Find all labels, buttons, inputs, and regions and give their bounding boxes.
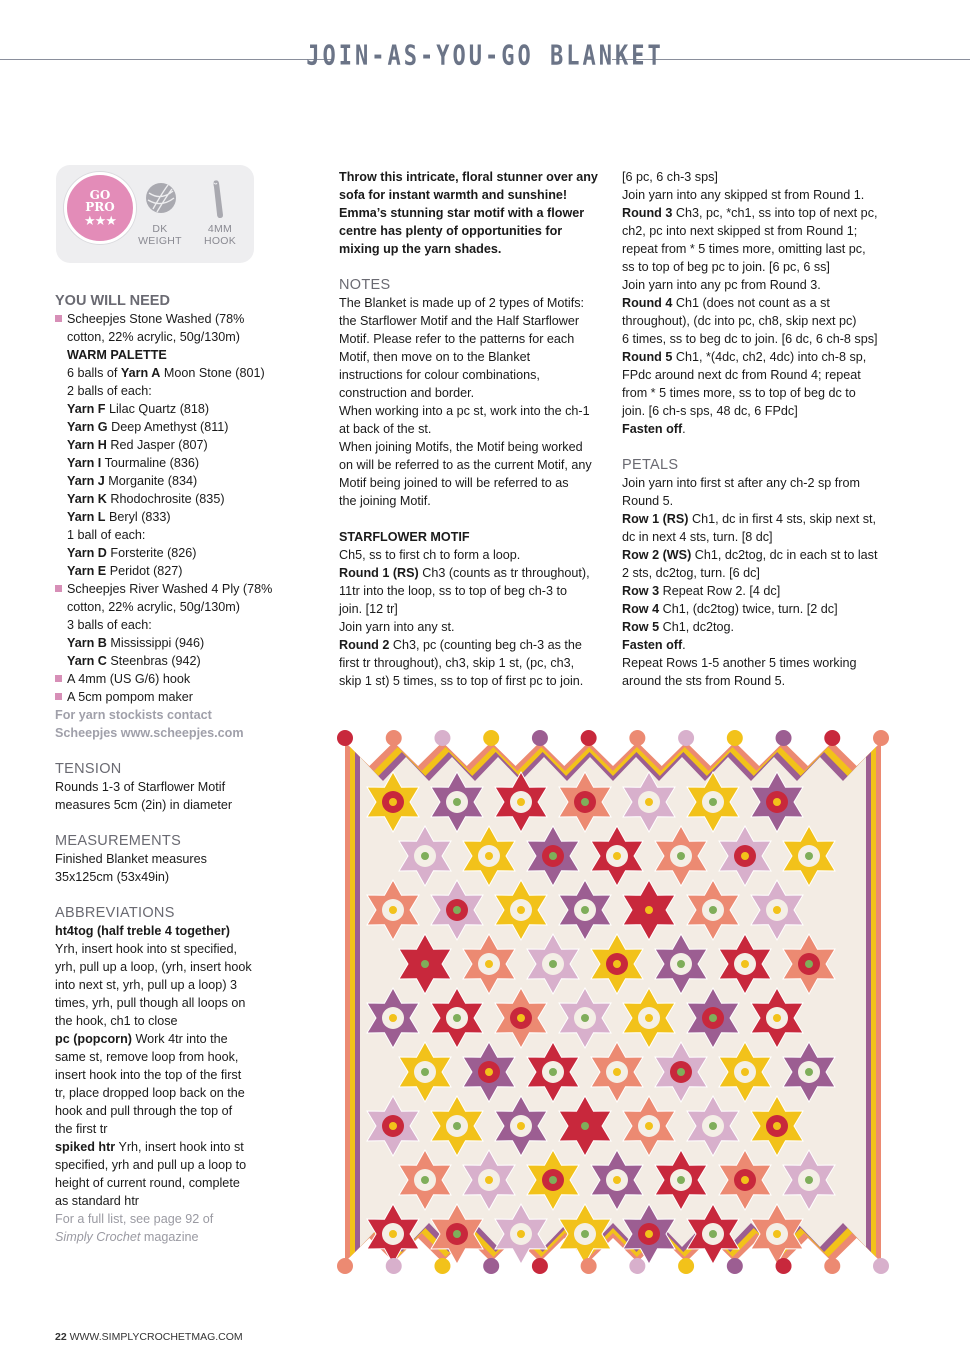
intro-l3-text: Emma’s stunning star motif with a flower — [339, 206, 585, 220]
flower-eye — [741, 1176, 749, 1184]
row5-l1: Ch1, dc2tog. — [659, 620, 735, 634]
row3-line — [622, 582, 892, 600]
row4-line — [622, 600, 892, 618]
yarn-j-name: Yarn J — [67, 474, 105, 488]
yarn-b-name: Yarn B — [67, 636, 107, 650]
intro-l5 — [339, 240, 609, 258]
flower-eye — [453, 906, 461, 914]
yarn-k — [55, 490, 275, 508]
flower-eye — [421, 852, 429, 860]
hook-label — [194, 223, 246, 247]
flower-eye — [805, 1176, 813, 1184]
yarn-g-name: Yarn G — [67, 420, 108, 434]
flower-eye — [677, 852, 685, 860]
badge-stars: ★★★ — [84, 213, 116, 228]
row3-l1: Repeat Row 2. [4 dc] — [659, 584, 781, 598]
go-pro-badge — [64, 172, 136, 244]
row2-l1: Ch1, dc2tog, dc in each st to last — [691, 548, 878, 562]
yarn1-line2: cotton, 22% acrylic, 50g/130m) — [67, 330, 240, 344]
stockists-line2: Scheepjes www.scheepjes.com — [55, 726, 244, 740]
spiked-l1: Yrh, insert hook into st — [115, 1140, 244, 1154]
round5-label: Round 5 — [622, 350, 673, 364]
yarn-c-post: Steenbras (942) — [106, 654, 201, 668]
tension-line2: measures 5cm (2in) in diameter — [55, 798, 233, 812]
stockists-line1: For yarn stockists contact — [55, 708, 212, 722]
notes-p3-l1: When joining Motifs, the Motif being worked — [339, 440, 583, 454]
flower-eye — [581, 1014, 589, 1022]
weight-label-1: DK — [152, 223, 168, 235]
petals-heading: PETALS — [622, 457, 679, 473]
flower-eye — [453, 1230, 461, 1238]
round2-label: Round 2 — [339, 638, 390, 652]
flower-eye — [549, 1068, 557, 1076]
intro-l4-text: centre has plenty of opportunities for — [339, 224, 563, 238]
row2-label: Row 2 (WS) — [622, 548, 692, 562]
ht4tog-l1: Yrh, insert hook into st specified, — [55, 942, 238, 956]
flower-eye — [645, 1014, 653, 1022]
intro-l1-text: Throw this intricate, floral stunner over any — [339, 170, 598, 184]
badge-line1: GO — [89, 188, 111, 202]
magazine-name: Simply Crochet — [55, 1230, 141, 1244]
round3-l5: Join yarn into any pc from Round 3. — [622, 278, 821, 292]
measurements-line1: Finished Blanket measures — [55, 852, 207, 866]
round4-label: Round 4 — [622, 296, 673, 310]
yarn-l-name: Yarn L — [67, 510, 106, 524]
yarn-g-post: Deep Amethyst (811) — [107, 420, 229, 434]
weight-label — [134, 223, 186, 247]
round5-l2: FPdc around next dc from Round 4; repeat — [622, 368, 861, 382]
flower-eye — [677, 1176, 685, 1184]
flower-eye — [389, 1014, 397, 1022]
yarn-a-post: Moon Stone (801) — [160, 366, 265, 380]
pompom — [337, 1258, 353, 1274]
ht4tog-term-text: ht4tog (half treble 4 together) — [55, 924, 230, 938]
round5-l1: Ch1, *(4dc, ch2, 4dc) into ch-8 sp, — [672, 350, 867, 364]
ht4tog-l2: yrh, pull up a loop, (yrh, insert hook — [55, 960, 252, 974]
c3-l2: Join yarn into any skipped st from Round 1. — [622, 188, 865, 202]
pompom — [386, 730, 402, 746]
fasten-off-1: Fasten off. — [622, 422, 686, 436]
pompom — [386, 1258, 402, 1274]
yarn-h — [55, 436, 275, 454]
flower-eye — [709, 1014, 717, 1022]
full-list-l1: For a full list, see page 92 of — [55, 1212, 214, 1226]
round5-l3: from * 5 times more, ss to top of beg dc to — [622, 386, 856, 400]
full-list-tail: magazine — [140, 1230, 199, 1244]
flower-eye — [421, 1176, 429, 1184]
round3-l2: ch2, pc into next skipped st from Round 1; — [622, 224, 858, 238]
flower-eye — [517, 1122, 525, 1130]
left-column — [55, 292, 275, 1246]
flower-eye — [677, 960, 685, 968]
notes-p3-l4: the joining Motif. — [339, 494, 431, 508]
flower-eye — [581, 798, 589, 806]
pompom — [581, 1258, 597, 1274]
round1-label: Round 1 (RS) — [339, 566, 419, 580]
notes-p3-l3: Motif being joined to will be referred to as — [339, 476, 569, 490]
pompom — [678, 730, 694, 746]
yarn-c — [55, 652, 275, 670]
one-ball: 1 ball of each: — [67, 528, 146, 542]
ht4tog-term — [55, 922, 275, 940]
repeat-l2: around the sts from Round 5. — [622, 674, 786, 688]
yarn-d-name: Yarn D — [67, 546, 107, 560]
page-number: 22 — [55, 1331, 67, 1343]
pompom — [581, 730, 597, 746]
flower-eye — [709, 798, 717, 806]
flower-eye — [581, 906, 589, 914]
pompom-item: A 5cm pompom maker — [55, 688, 275, 706]
yarn-a — [55, 364, 275, 382]
repeat-l1: Repeat Rows 1-5 another 5 times working — [622, 656, 857, 670]
flower-eye — [549, 852, 557, 860]
fasten-off-2: Fasten off. — [622, 638, 686, 652]
flower-eye — [549, 1176, 557, 1184]
flower-eye — [421, 960, 429, 968]
notes-p1-l1: The Blanket is made up of 2 types of Motifs: — [339, 296, 585, 310]
flower-eye — [645, 1122, 653, 1130]
intro-l2-text: sofa for instant warmth and sunshine! — [339, 188, 568, 202]
flower-eye — [581, 1122, 589, 1130]
yarn-b-post: Mississippi (946) — [106, 636, 205, 650]
intro-l4 — [339, 222, 609, 240]
tension-line1: Rounds 1-3 of Starflower Motif — [55, 780, 226, 794]
notes-p1-l5: instructions for colour combinations, — [339, 368, 540, 382]
intro-l2 — [339, 186, 609, 204]
flower-eye — [453, 798, 461, 806]
round5-l4: join. [6 ch-s sps, 48 dc, 6 FPdc] — [622, 404, 798, 418]
you-will-need-heading: YOU WILL NEED — [55, 293, 170, 309]
intro-l3 — [339, 204, 609, 222]
notes-p1-l2: the Starflower Motif and the Half Starflower — [339, 314, 580, 328]
flower-eye — [389, 1230, 397, 1238]
spiked-l3: height of current round, complete — [55, 1176, 240, 1190]
pompom — [824, 1258, 840, 1274]
yarn-l — [55, 508, 275, 526]
flower-eye — [773, 1122, 781, 1130]
page-footer — [55, 1331, 243, 1343]
yarn-e-post: Peridot (827) — [106, 564, 183, 578]
yarn2-line1: Scheepjes River Washed 4 Ply (78% — [55, 580, 275, 598]
notes-heading: NOTES — [339, 277, 391, 293]
flower-eye — [709, 1122, 717, 1130]
flower-eye — [389, 798, 397, 806]
notes-p2-l2: at back of the st. — [339, 422, 432, 436]
yarn1-line1: Scheepjes Stone Washed (78% — [55, 310, 275, 328]
flower-eye — [517, 1014, 525, 1022]
blanket-photo — [333, 722, 893, 1282]
intro-l5-text: mixing up the yarn shades. — [339, 242, 502, 256]
pc-term-text: pc (popcorn) — [55, 1032, 132, 1046]
round4-l2: throughout), (dc into pc, ch8, skip next pc) — [622, 314, 857, 328]
petals-l1: Join yarn into first st after any ch-2 sp from — [622, 476, 860, 490]
weight-label-2: WEIGHT — [138, 235, 182, 247]
intro-l1 — [339, 168, 609, 186]
yarn-d-post: Forsterite (826) — [106, 546, 197, 560]
pompom — [873, 730, 889, 746]
pompom — [483, 730, 499, 746]
flower-eye — [485, 960, 493, 968]
round3-l3: repeat from * 5 times more, omitting last pc, — [622, 242, 866, 256]
row5-line — [622, 618, 892, 636]
spiked-term-text: spiked htr — [55, 1140, 116, 1154]
measurements-heading: MEASUREMENTS — [55, 833, 182, 849]
round3-l4: ss to top of beg pc to join. [6 pc, 6 ss] — [622, 260, 830, 274]
yarn-l-post: Beryl (833) — [105, 510, 171, 524]
notes-p1-l4: Motif, then move on to the Blanket — [339, 350, 531, 364]
c3-l1: [6 pc, 6 ch-3 sps] — [622, 170, 718, 184]
pc-l4: tr, place dropped loop back on the — [55, 1086, 245, 1100]
pompom — [434, 1258, 450, 1274]
yarn-k-name: Yarn K — [67, 492, 107, 506]
flower-eye — [613, 960, 621, 968]
hook-item: A 4mm (US G/6) hook — [55, 670, 275, 688]
round1-line1 — [339, 564, 609, 582]
round3-l1: Ch3, pc, *ch1, ss into top of next pc, — [672, 206, 878, 220]
round2-l2: first tr throughout), ch3, skip 1 st, (pc, ch3, — [339, 656, 575, 670]
round5-line1 — [622, 348, 892, 366]
yarn-f-name: Yarn F — [67, 402, 106, 416]
yarn-e-name: Yarn E — [67, 564, 107, 578]
flower-eye — [773, 798, 781, 806]
starflower-l0: Ch5, ss to first ch to form a loop. — [339, 548, 521, 562]
flower-eye — [613, 852, 621, 860]
hook-label-2: HOOK — [203, 235, 237, 247]
spiked-l2: specified, yrh and pull up a loop to — [55, 1158, 247, 1172]
flower-eye — [741, 960, 749, 968]
palette-text: WARM PALETTE — [67, 348, 167, 362]
pompom — [873, 1258, 889, 1274]
pompom — [434, 730, 450, 746]
flower-eye — [709, 906, 717, 914]
flower-eye — [741, 852, 749, 860]
pc-term — [55, 1030, 275, 1048]
flower-eye — [549, 960, 557, 968]
pompom — [629, 1258, 645, 1274]
yarn-b — [55, 634, 275, 652]
flower-eye — [773, 1014, 781, 1022]
join-any: Join yarn into any st. — [339, 620, 455, 634]
yarn-c-name: Yarn C — [67, 654, 107, 668]
row1-l1: Ch1, dc in first 4 sts, skip next st, — [688, 512, 877, 526]
crochet-hook-icon — [210, 179, 226, 219]
hook-label-1: 4MM — [207, 223, 233, 235]
pompom — [483, 1258, 499, 1274]
pompom — [727, 1258, 743, 1274]
flower-eye — [645, 906, 653, 914]
two-balls: 2 balls of each: — [67, 384, 152, 398]
yarn-k-post: Rhodochrosite (835) — [106, 492, 225, 506]
pompom — [532, 1258, 548, 1274]
footer-url: WWW.SIMPLYCROCHETMAG.COM — [66, 1331, 243, 1343]
yarn-j — [55, 472, 275, 490]
yarn-f-post: Lilac Quartz (818) — [105, 402, 210, 416]
measurements-line2: 35x125cm (53x49in) — [55, 870, 170, 884]
tension-heading: TENSION — [55, 761, 122, 777]
flower-eye — [581, 1230, 589, 1238]
flower-eye — [805, 852, 813, 860]
row5-label: Row 5 — [622, 620, 660, 634]
flower-eye — [645, 1230, 653, 1238]
flower-eye — [421, 1068, 429, 1076]
row1-label: Row 1 (RS) — [622, 512, 689, 526]
flower-eye — [613, 1176, 621, 1184]
right-column — [622, 168, 892, 690]
starflower-heading — [339, 528, 609, 546]
round4-l3: 6 times, ss to beg dc to join. [6 dc, 6 ch-8 sps] — [622, 332, 878, 346]
badge-line2: PRO — [85, 200, 115, 214]
row4-label: Row 4 — [622, 602, 660, 616]
yarn-i — [55, 454, 275, 472]
petals-l2: Round 5. — [622, 494, 674, 508]
flower-eye — [709, 1230, 717, 1238]
spiked-term — [55, 1138, 275, 1156]
abbreviations-heading: ABBREVIATIONS — [55, 905, 175, 921]
row4-l1: Ch1, (dc2tog) twice, turn. [2 dc] — [659, 602, 838, 616]
pompom — [532, 730, 548, 746]
flower-eye — [453, 1122, 461, 1130]
flower-eye — [389, 906, 397, 914]
starflower-heading-text: STARFLOWER MOTIF — [339, 530, 470, 544]
pompom — [678, 1258, 694, 1274]
yarn-f — [55, 400, 275, 418]
round4-l1: Ch1 (does not count as a st — [672, 296, 830, 310]
round2-l3: skip 1 st) 5 times, ss to top of first pc to join. — [339, 674, 584, 688]
row3-label: Row 3 — [622, 584, 660, 598]
pompom — [337, 730, 353, 746]
round1-l1: Ch3 (counts as tr throughout), — [418, 566, 590, 580]
pompom — [776, 730, 792, 746]
pc-l1: Work 4tr into the — [131, 1032, 228, 1046]
palette-label — [55, 346, 275, 364]
yarn-a-pre: 6 balls of — [67, 366, 121, 380]
flower-eye — [773, 1230, 781, 1238]
row2-l2: 2 sts, dc2tog, turn. [6 dc] — [622, 566, 760, 580]
pompom — [629, 730, 645, 746]
flower-eye — [741, 1068, 749, 1076]
yarn-a-name: Yarn A — [120, 366, 161, 380]
skill-panel — [56, 165, 254, 263]
pc-l5: hook and pull through the top of — [55, 1104, 233, 1118]
flower-eye — [805, 1068, 813, 1076]
pompom — [824, 730, 840, 746]
flower-eye — [485, 1068, 493, 1076]
fasten-off-2-text: Fasten off — [622, 638, 683, 652]
row1-l2: dc in next 4 sts, turn. [8 dc] — [622, 530, 773, 544]
full-list-l2 — [55, 1228, 275, 1246]
round1-l2: 11tr into the loop, ss to top of beg ch-3 to — [339, 584, 567, 598]
pompom — [727, 730, 743, 746]
flower-eye — [517, 798, 525, 806]
spiked-l4: as standard htr — [55, 1194, 140, 1208]
flower-eye — [389, 1122, 397, 1130]
round2-line1 — [339, 636, 609, 654]
flower-eye — [485, 1176, 493, 1184]
yarn-i-name: Yarn I — [67, 456, 102, 470]
flower-eye — [805, 960, 813, 968]
notes-p1-l3: Motif. Please refer to the patterns for each — [339, 332, 575, 346]
round1-l3: join. [12 tr] — [339, 602, 398, 616]
three-balls: 3 balls of each: — [67, 618, 152, 632]
yarn-g — [55, 418, 275, 436]
flower-eye — [485, 852, 493, 860]
pc-l3: insert hook into the top of the first — [55, 1068, 242, 1082]
yarn-e — [55, 562, 275, 580]
pompom — [776, 1258, 792, 1274]
ht4tog-l5: the hook, ch1 to close — [55, 1014, 178, 1028]
ht4tog-l4: times, yrh, pull though all loops on — [55, 996, 246, 1010]
middle-column — [339, 168, 609, 690]
round4-line1 — [622, 294, 892, 312]
flower-eye — [677, 1068, 685, 1076]
flower-eye — [517, 906, 525, 914]
yarn2-line2: cotton, 22% acrylic, 50g/130m) — [67, 600, 240, 614]
ht4tog-l3: into next st, yrh, pull up a loop) 3 — [55, 978, 238, 992]
yarn-i-post: Tourmaline (836) — [101, 456, 200, 470]
yarn-d — [55, 544, 275, 562]
row2-line1 — [622, 546, 892, 564]
flower-eye — [773, 906, 781, 914]
yarn-h-post: Red Jasper (807) — [106, 438, 208, 452]
notes-p2-l1: When working into a pc st, work into the ch-1 — [339, 404, 590, 418]
round3-label: Round 3 — [622, 206, 673, 220]
flower-eye — [613, 1068, 621, 1076]
flower-eye — [517, 1230, 525, 1238]
yarn-h-name: Yarn H — [67, 438, 107, 452]
flower-eye — [645, 798, 653, 806]
page-title: JOIN-AS-YOU-GO BLANKET — [306, 40, 664, 73]
yarn-ball-icon — [144, 181, 178, 215]
notes-p1-l6: construction and border. — [339, 386, 475, 400]
fasten-off-1-text: Fasten off — [622, 422, 683, 436]
yarn-j-post: Morganite (834) — [104, 474, 198, 488]
round2-l1: Ch3, pc (counting beg ch-3 as the — [389, 638, 582, 652]
flower-eye — [453, 1014, 461, 1022]
notes-p3-l2: on will be referred to as the current Motif, any — [339, 458, 592, 472]
pc-l6: the first tr — [55, 1122, 108, 1136]
round3-line1 — [622, 204, 892, 222]
pc-l2: same st, remove loop from hook, — [55, 1050, 239, 1064]
row1-line1 — [622, 510, 892, 528]
